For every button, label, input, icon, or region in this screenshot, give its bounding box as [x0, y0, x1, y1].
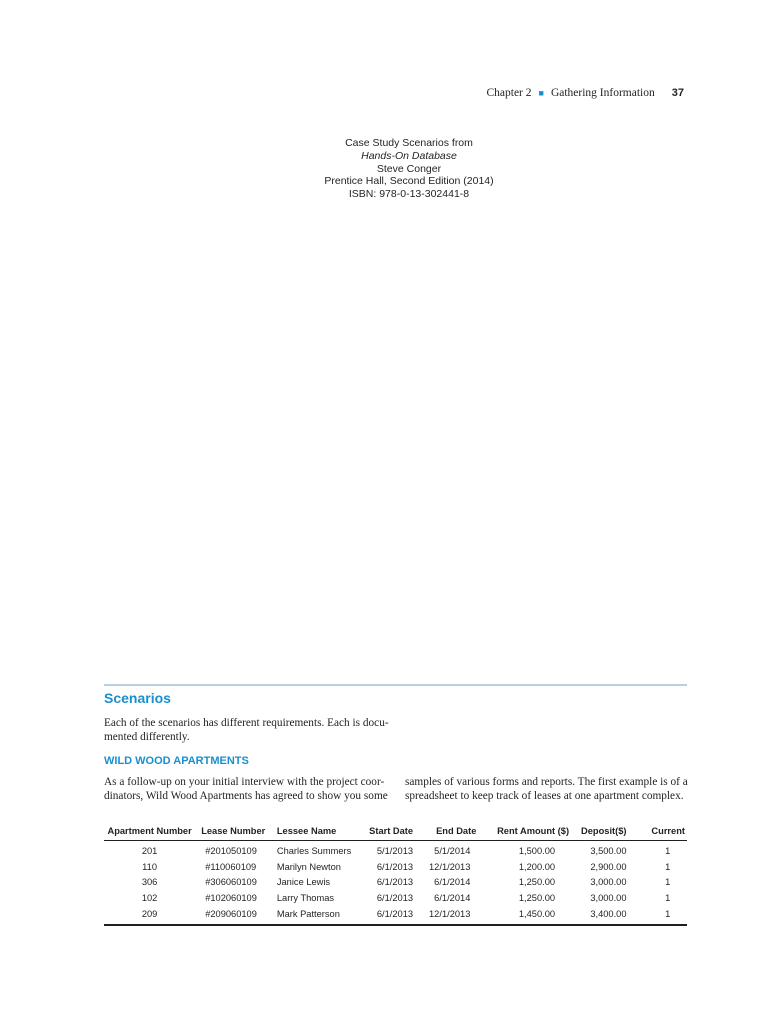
- table-cell: 1,500.00: [518, 845, 556, 856]
- table-cell: 1,250.00: [518, 877, 556, 888]
- intro-line: Each of the scenarios has different requirements. Each is docu-: [104, 717, 389, 729]
- table-cell: 1: [665, 893, 671, 904]
- table-row: [104, 875, 687, 891]
- table-row: [104, 890, 687, 906]
- table-cell: 5/1/2013: [376, 845, 414, 856]
- section-title: Scenarios: [104, 690, 171, 706]
- table-row: [104, 859, 687, 875]
- table-cell: 3,400.00: [569, 906, 626, 925]
- column-header: End Date: [413, 824, 476, 841]
- column-header: Start Date: [357, 824, 413, 841]
- body-line: dinators, Wild Wood Apartments has agreed to show you some: [104, 790, 388, 803]
- table-cell: 1,250.00: [518, 893, 556, 904]
- body-column-right: [405, 775, 691, 804]
- table-cell: 6/1/2013: [376, 893, 414, 904]
- table-cell: #201050109: [205, 845, 257, 856]
- column-header: Rent Amount ($): [476, 824, 569, 841]
- table-cell: 12/1/2013: [429, 861, 471, 872]
- table-cell: 1: [665, 845, 671, 856]
- table-cell: 1: [665, 861, 671, 872]
- column-header: Lease Number: [195, 824, 277, 841]
- body-line: samples of various forms and reports. The first example is of a: [405, 776, 688, 788]
- citation-publisher: Prentice Hall, Second Edition (2014): [324, 175, 494, 188]
- intro-line: mented differently.: [104, 731, 190, 744]
- table-cell: 6/1/2014: [434, 893, 471, 904]
- table-cell: 12/1/2013: [413, 906, 476, 925]
- table-cell: #209060109: [195, 906, 277, 925]
- table-cell: 3,500.00: [590, 845, 627, 856]
- table-cell: Larry Thomas: [276, 893, 335, 904]
- table-cell: Mark Patterson: [277, 906, 358, 925]
- book-title: Hands-On Database: [361, 149, 457, 162]
- chapter-label: Chapter 2: [486, 87, 532, 99]
- table-cell: 5/1/2014: [434, 845, 471, 856]
- table-cell: 1: [665, 877, 671, 888]
- table-row: [104, 906, 687, 925]
- running-head: [486, 87, 684, 99]
- table-cell: 6/1/2013: [376, 861, 414, 872]
- table-cell: 3,000.00: [590, 893, 627, 904]
- chapter-title: Gathering Information: [550, 87, 655, 99]
- column-header: Apartment Number: [104, 824, 195, 841]
- citation-isbn: ISBN: 978-0-13-302441-8: [348, 188, 470, 201]
- blue-square-bullet-icon: ■: [538, 88, 544, 98]
- citation-block: [0, 137, 770, 201]
- citation-line: Case Study Scenarios from: [345, 137, 473, 149]
- table-cell: Charles Summers: [276, 845, 352, 856]
- table-row: [104, 841, 687, 859]
- page-number: 37: [671, 87, 684, 99]
- table-cell: Janice Lewis: [276, 877, 331, 888]
- body-column-left: [104, 775, 394, 804]
- column-header: Lessee Name: [277, 824, 358, 841]
- lease-table: [104, 824, 687, 926]
- table-cell: Marilyn Newton: [276, 861, 341, 872]
- table-cell: 2,900.00: [590, 861, 627, 872]
- table-cell: #306060109: [205, 877, 257, 888]
- citation-author: Steve Conger: [376, 162, 442, 175]
- body-line: spreadsheet to keep track of leases at one apartment complex.: [405, 790, 684, 803]
- table-cell: 306: [141, 877, 158, 888]
- table-cell: 102: [141, 893, 158, 904]
- table-cell: #102060109: [205, 893, 257, 904]
- table-cell: 6/1/2013: [376, 877, 414, 888]
- column-header: Current: [627, 824, 687, 841]
- table-cell: 1,450.00: [476, 906, 569, 925]
- table-cell: 209: [104, 906, 195, 925]
- table-header-row: [104, 824, 687, 841]
- table-cell: 6/1/2013: [357, 906, 413, 925]
- subheading: WILD WOOD APARTMENTS: [104, 755, 249, 767]
- table-cell: #110060109: [205, 861, 257, 872]
- column-header: Deposit($): [569, 824, 626, 841]
- table-cell: 3,000.00: [590, 877, 627, 888]
- table-cell: 201: [141, 845, 158, 856]
- section-divider: [104, 684, 687, 686]
- table-cell: 110: [142, 861, 157, 872]
- table-cell: 1: [627, 906, 687, 925]
- table-cell: 6/1/2014: [434, 877, 471, 888]
- body-line: As a follow-up on your initial interview with the project coor-: [104, 776, 385, 788]
- intro-paragraph: [104, 716, 394, 745]
- table-cell: 1,200.00: [518, 861, 556, 872]
